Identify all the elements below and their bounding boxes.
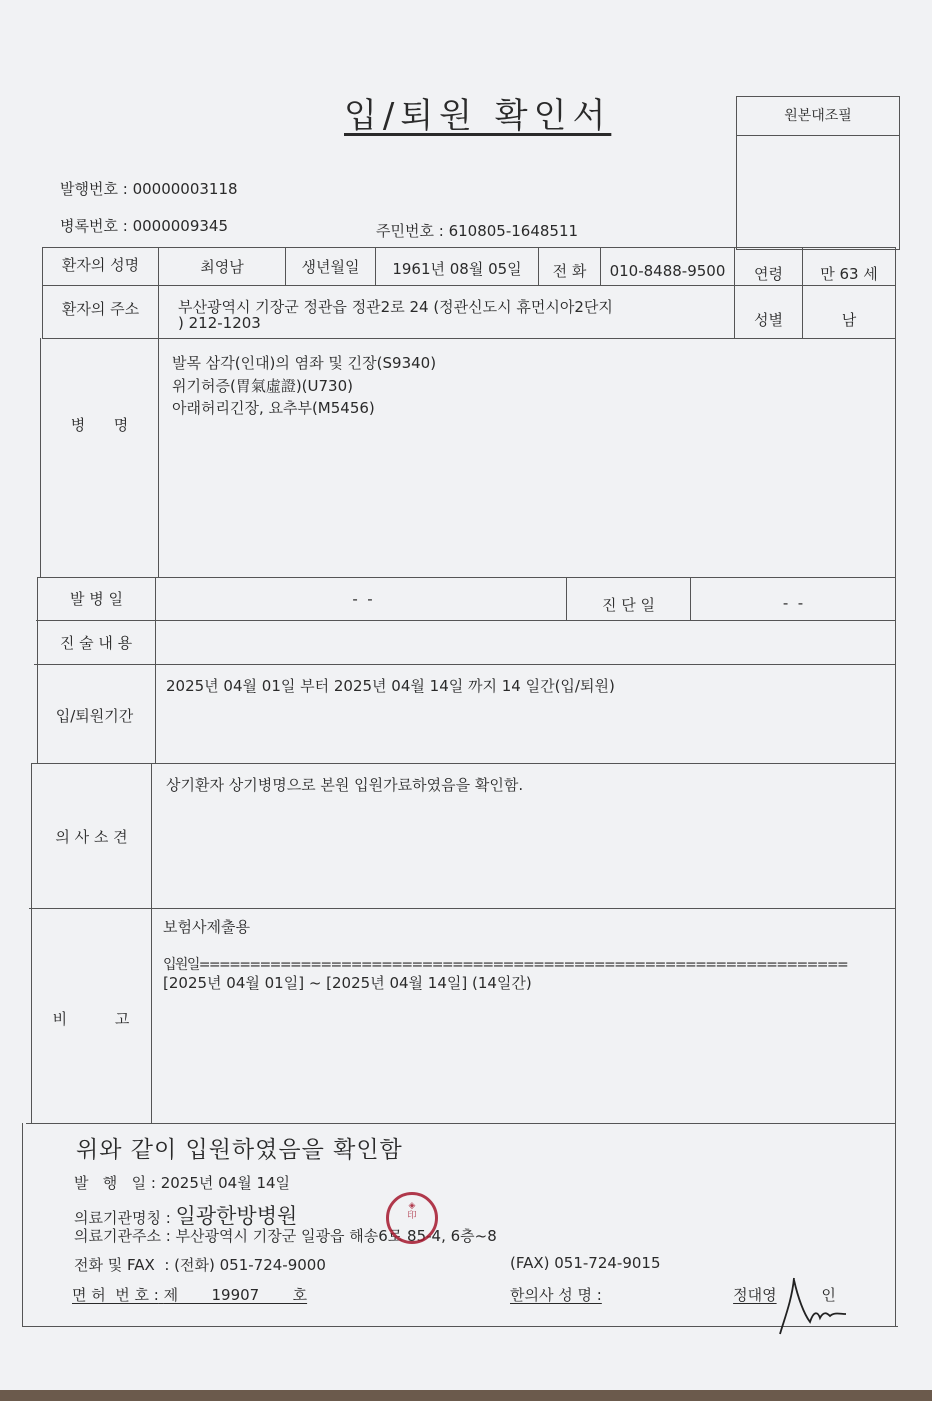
- resident-number: 주민번호 : 610805-1648511: [376, 222, 579, 240]
- diagnosis-item: 아래허리긴장, 요추부(M5456): [172, 399, 375, 417]
- seal-mark: 인: [821, 1286, 836, 1304]
- dob-label: 생년월일: [301, 258, 360, 276]
- original-check-label: 원본대조필: [737, 97, 899, 136]
- confirm-statement: 위와 같이 입원하였음을 확인함: [76, 1137, 403, 1163]
- onset-date: - -: [352, 590, 373, 608]
- doctor-name: 정대영: [733, 1286, 777, 1304]
- opinion-value: 상기환자 상기병명으로 본원 입원가료하였음을 확인함.: [166, 776, 524, 794]
- diagnosis-date-label: 진 단 일: [601, 596, 655, 614]
- chart-number: 병록번호 : 0000009345: [60, 217, 229, 235]
- patient-name: 최영남: [200, 258, 244, 276]
- age-label: 연령: [754, 265, 783, 283]
- opinion-label: 의 사 소 견: [55, 828, 128, 846]
- dob: 1961년 08월 05일: [392, 260, 522, 278]
- license-row: 면 허 번 호 : 제 19907 호: [72, 1286, 308, 1304]
- patient-name-label: 환자의 성명: [61, 256, 140, 274]
- address-line1: 부산광역시 기장군 정관읍 정관2로 24 (정관신도시 휴먼시아2단지: [178, 298, 613, 316]
- diagnosis-date: - -: [782, 594, 804, 612]
- phone-label: 전 화: [552, 262, 587, 280]
- fax: (FAX) 051-724-9015: [510, 1254, 661, 1272]
- period-label: 입/퇴원기간: [55, 707, 134, 725]
- diagnosis-label: 병 명: [70, 416, 129, 434]
- tel-row: 전화 및 FAX : (전화) 051-724-9000: [74, 1256, 326, 1274]
- diagnosis-list: [172, 352, 436, 420]
- onset-label: 발 병 일: [69, 590, 123, 608]
- doctor-row: 한의사 성 명 : 정대영 인: [510, 1286, 836, 1304]
- doctor-signature: [774, 1270, 854, 1340]
- original-check-box: [736, 96, 900, 250]
- remarks-label: 비 고: [52, 1010, 130, 1028]
- hospital-seal: ◈ 印: [386, 1192, 438, 1244]
- page-title: 입/퇴원 확인서: [344, 96, 612, 136]
- issue-number: 발행번호 : 00000003118: [60, 180, 238, 198]
- sex-label: 성별: [754, 311, 783, 329]
- institution-name-row: 의료기관명칭 : 일광한방병원: [74, 1204, 298, 1228]
- issue-date-row: 발 행 일 : 2025년 04월 14일: [74, 1174, 291, 1192]
- remarks-line1: 보험사제출용: [163, 918, 250, 936]
- statement-label: 진 술 내 용: [59, 634, 133, 652]
- age: 만 63 세: [820, 265, 878, 283]
- diagnosis-item: 위기허증(胃氣虛證)(U730): [172, 376, 353, 395]
- address-label: 환자의 주소: [61, 300, 140, 318]
- remarks-line2: 입원일================================================================: [163, 957, 848, 973]
- diagnosis-item: 발목 삼각(인대)의 염좌 및 긴장(S9340): [172, 354, 437, 372]
- institution-address-row: 의료기관주소 : 부산광역시 기장군 일광읍 해송6로 85-4, 6층~8: [74, 1227, 497, 1245]
- period-value: 2025년 04월 01일 부터 2025년 04월 14일 까지 14 일간(입/퇴원): [166, 677, 615, 695]
- sex: 남: [841, 311, 857, 329]
- phone: 010-8488-9500: [609, 262, 726, 280]
- remarks-line3: [2025년 04월 01일] ~ [2025년 04월 14일] (14일간): [163, 974, 532, 992]
- address-line2: ) 212-1203: [178, 314, 261, 332]
